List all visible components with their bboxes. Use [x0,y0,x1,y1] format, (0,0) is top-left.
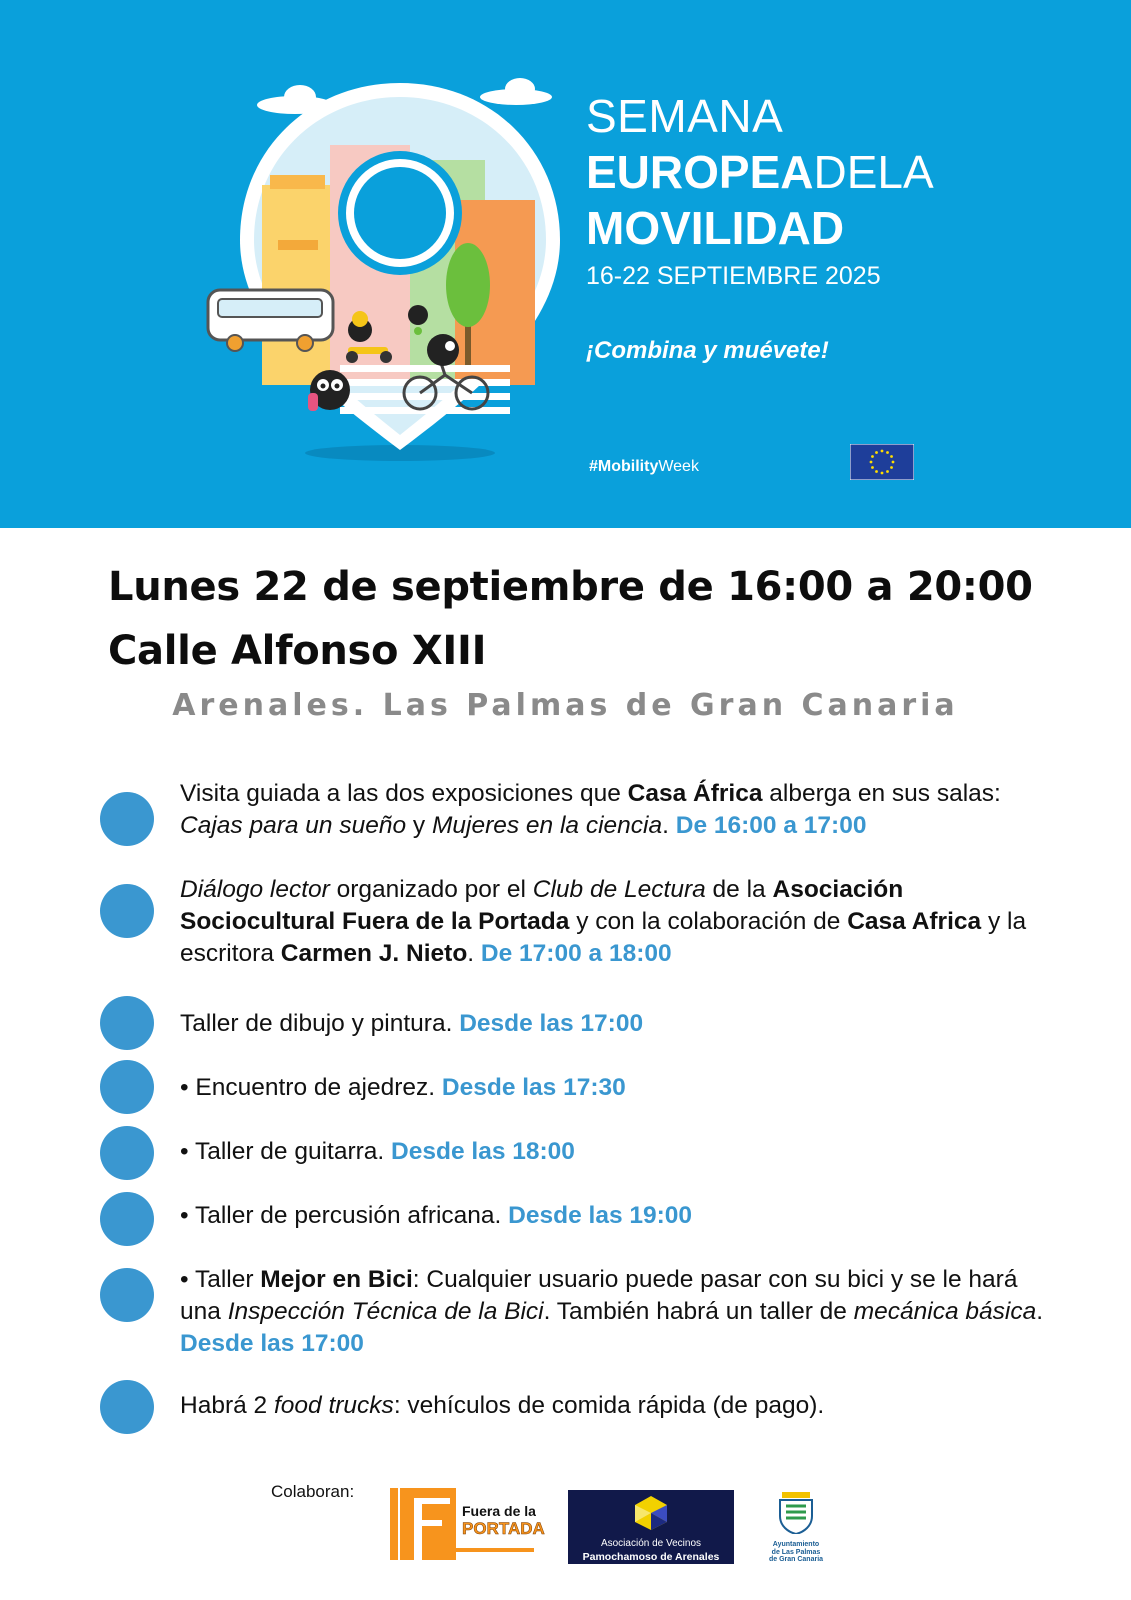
title-line-semana: SEMANA [586,90,784,142]
bullet-circle [100,792,154,846]
ayuntamiento-logo [760,1490,832,1568]
activity-text [180,1072,1060,1104]
eu-star [886,470,889,473]
text-italic: Cajas para un sueño [180,812,407,839]
bullet-circle [100,1126,154,1180]
activity-time: Desde las 19:00 [508,1202,693,1229]
bullet-circle [100,996,154,1050]
text-segment: organizado por el [329,876,533,903]
activity-time: Desde las 17:00 [459,1010,644,1037]
bullet-circle [100,1060,154,1114]
eu-star [892,461,895,464]
bullet-circle [100,1192,154,1246]
eu-star [890,455,893,458]
activity-text [180,1008,1060,1040]
bullet-circle [100,1380,154,1434]
asociacion-vecinos-logo [568,1490,734,1564]
text-italic: food trucks [273,1392,394,1419]
text-bold: Mejor en Bici [260,1266,413,1293]
text-segment: : Cualquier usuario puede pasar con su bici y se le hará una [180,1266,1018,1325]
mobility-hashtag [589,458,699,476]
text-italic: Mujeres en la ciencia [431,812,663,839]
text-segment: • Taller de percusión africana. [180,1202,509,1229]
eu-flag-icon [850,444,914,480]
mobility-pin-illustration [200,75,570,475]
text-italic: Diálogo lector [180,876,330,903]
activity-text [180,778,1060,842]
activity-text [180,1136,1060,1168]
logo2-line2: Pamochamoso de Arenales [582,1551,720,1563]
activity-text [180,874,1060,970]
text-segment: • Taller de guitarra. [180,1138,392,1165]
collaborators-label: Colaboran: [271,1482,355,1501]
text-segment: Visita guiada a las dos exposiciones que [180,780,628,807]
text-bold: Casa Africa [847,908,982,935]
activity-time: Desde las 17:30 [441,1074,626,1101]
activity-text [180,1390,1060,1422]
eu-star [881,472,884,475]
logo1-text-top: Fuera de la [462,1503,536,1519]
logo3-text: Ayuntamiento de Las Palmas de Gran Canaria [768,1541,824,1563]
text-segment: Taller de dibujo y pintura. [180,1010,460,1037]
header-banner [0,0,1131,528]
eu-star [870,461,873,464]
event-street: Calle Alfonso XIII [108,628,487,674]
eu-star [871,466,874,469]
text-segment: y con la colaboración de [569,908,848,935]
logo2-line1: Asociación de Vecinos [600,1538,702,1549]
campaign-dates: 16-22 SEPTIEMBRE 2025 [586,262,881,290]
text-bold: Casa África [627,780,763,807]
activity-time: Desde las 18:00 [391,1138,575,1165]
text-bold: Carmen J. Nieto [280,940,468,967]
title-line-movilidad: MOVILIDAD [586,202,845,254]
city-crest-icon [776,1490,816,1534]
title-europea-bold: EUROPEA [586,146,814,198]
eu-star [875,451,878,454]
text-segment: alberga en sus salas: [762,780,1001,807]
hexagon-emblem-icon [633,1496,669,1530]
text-italic: Club de Lectura [532,876,706,903]
bullet-circle [100,1268,154,1322]
logo1-text-bottom: PORTADA [462,1519,545,1538]
text-segment: de la [705,876,773,903]
text-italic: Inspección Técnica de la Bici [227,1298,544,1325]
text-segment: . [662,812,676,839]
hashtag-light: Week [658,458,699,475]
event-headline [108,555,1033,683]
text-segment: . [467,940,481,967]
event-date-line: Lunes 22 de septiembre de 16:00 a 20:00 [108,564,1033,610]
activity-text [180,1200,1060,1232]
text-segment: . [1036,1298,1044,1325]
fuera-de-la-portada-logo [390,1486,545,1562]
event-location: Arenales. Las Palmas de Gran Canaria [172,688,959,723]
activity-time: De 16:00 a 17:00 [675,812,867,839]
title-line-europea [586,144,934,200]
text-segment: y [406,812,432,839]
activity-text [180,1264,1060,1360]
text-bold: Asociación Sociocultural Fuera de la Portada [180,876,904,935]
eu-star [875,470,878,473]
text-segment: : vehículos de comida rápida (de pago). [393,1392,825,1419]
activity-time: Desde las 17:00 [180,1330,364,1357]
title-dela-light: DELA [813,146,934,198]
campaign-slogan: ¡Combina y muévete! [586,337,829,364]
eu-star [890,466,893,469]
text-segment: . También habrá un taller de [543,1298,854,1325]
bullet-circle [100,884,154,938]
hashtag-bold: #Mobility [589,458,659,475]
text-segment: • Taller [180,1266,261,1293]
activity-time: De 17:00 a 18:00 [480,940,672,967]
eu-star [871,455,874,458]
text-segment: Habrá 2 [180,1392,274,1419]
text-segment: • Encuentro de ajedrez. [180,1074,442,1101]
campaign-title-block [586,88,934,365]
eu-star [881,450,884,453]
text-segment: y la escritora [180,908,1027,967]
text-italic: mecánica básica [853,1298,1037,1325]
eu-star [886,451,889,454]
